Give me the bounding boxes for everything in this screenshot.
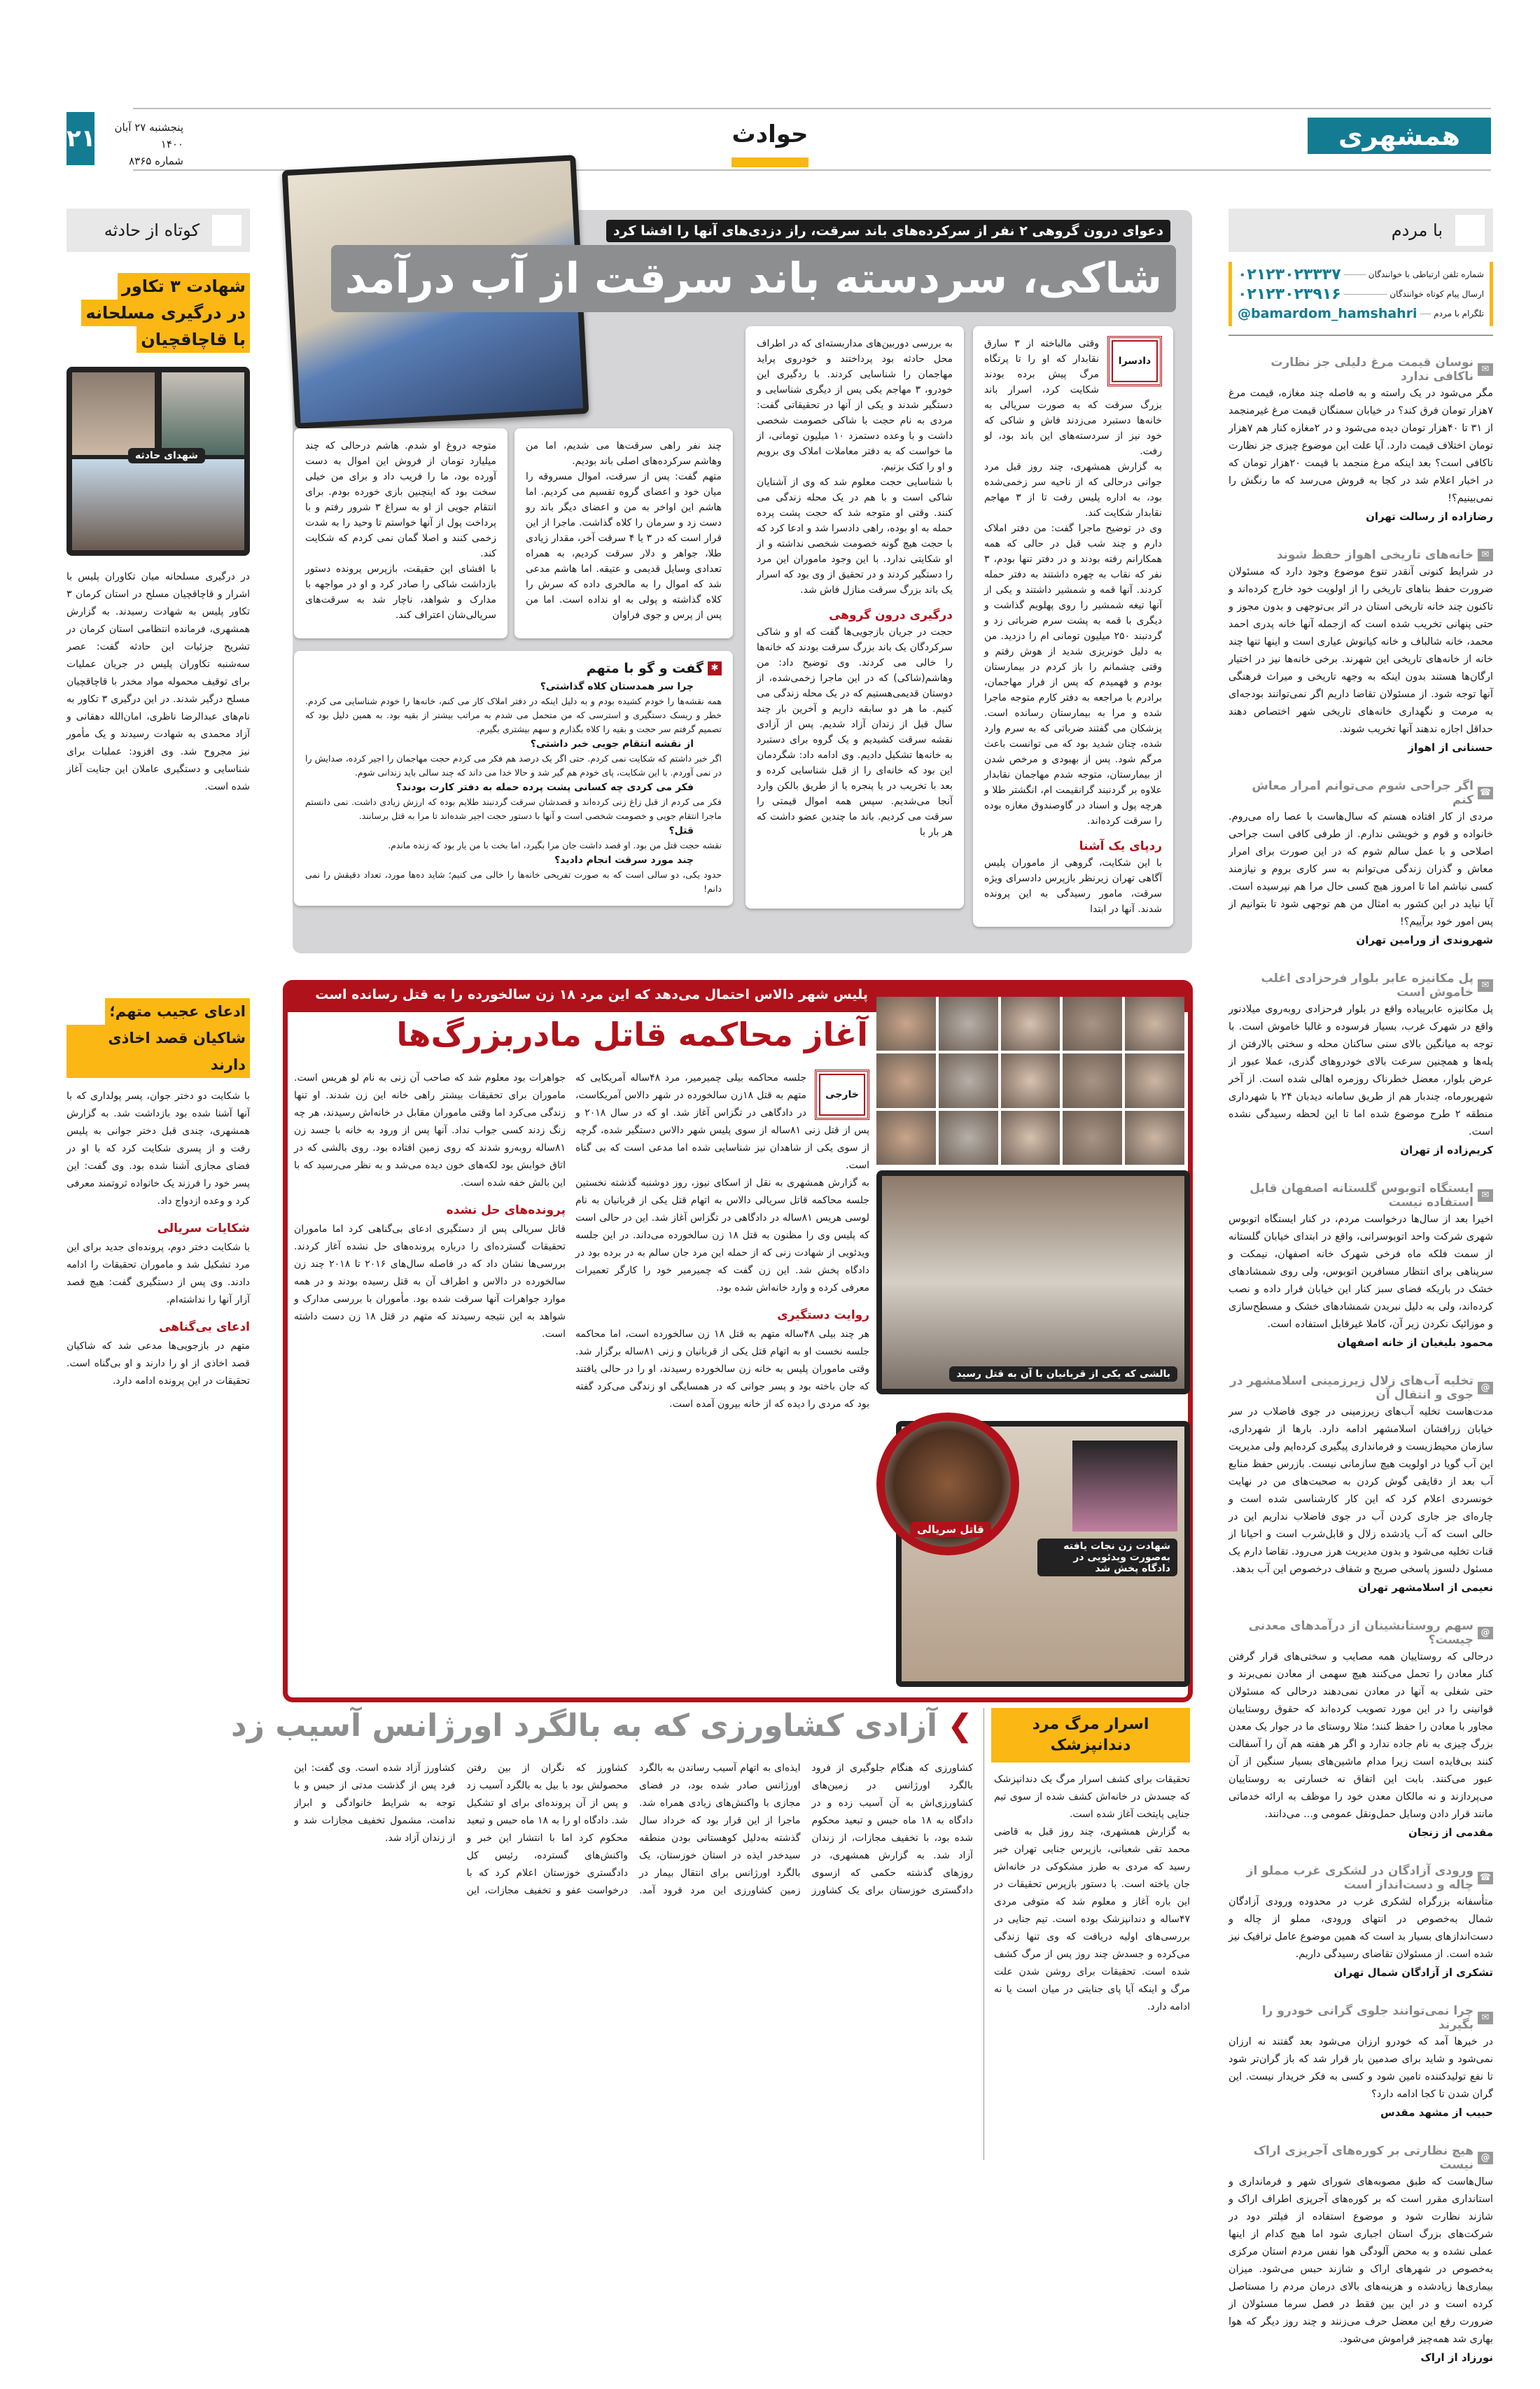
victim-portrait — [1125, 1111, 1184, 1165]
letter-title — [1228, 1374, 1493, 1402]
briefs-column-header — [66, 209, 250, 252]
interview-answer: نقشه حجت قتل من بود. او قصد داشت جان مرا بگیرد، اما بخت با من یار بود که زنده ماندم. — [388, 840, 722, 850]
letter-signature: نعیمی از اسلامشهر تهران — [1358, 1581, 1493, 1594]
letter-body: مدت‌هاست تخلیه آب‌های زیرزمینی در جوی فاضلاب در سر خیابان زرافشان اسلامشهر ادامه دارد. بارها از شهرداری، سازمان محیط‌زیست و فرمانداری پیگیری کرده‌ایم ولی مدیریت این آب گویا در اولویت هیچ سازمانی نیست. بازرس حفظ منابع آب بعد از دقایقی گوش کردن به صحبت‌های من در نهایت خونسردی اعلام کرد که این کار کارشناسی شده است و چاره‌ای جز جاری کردن آب در جوی فاضلاب نداریم این در حالی است که آب یادشده زلال و قابل‌شرب است و احیانا از قنات تخلیه می‌شود و بدون مدیریت هرز می‌رود. تقاضا دارم یک مسئول دلسوز پاسخی صریح و شفاف درخصوص این آب بدهد. — [1228, 1406, 1493, 1575]
letter-body: پل مکانیزه عابرپیاده واقع در بلوار فرحزادی روبه‌روی میلادنور واقع در شهرک غرب، بسیار فرسوده و غالبا خاموش است. با توجه به میانگین بالای سنی ساکنان محله و سختی بالارفتن از پله‌ها و همچنین سرعت بالای خودروهای گذری، عملا عبور از عرض بلوار، معضل خطرناک روزمره اهالی شده است. از آخر شهریورماه، چندبار هم از طریق سامانه دیدبان ۲۴ با شهرداری منطقه ۲ طرح موضوع شده اما تا این لحظه رسیدگی نشده است. — [1228, 1004, 1494, 1137]
dentist-headline: اسرار مرگ مرد دندانپزشک — [991, 1708, 1190, 1763]
headline-line: با قاچاقچیان — [136, 326, 250, 353]
martyrs-photo — [66, 367, 250, 556]
brief1-headline — [66, 273, 250, 353]
letter-title — [1228, 356, 1493, 384]
dallas-col2 — [294, 1070, 566, 1343]
phone-icon: ☎ — [1478, 787, 1493, 799]
interview-box — [294, 651, 733, 906]
letter-signature: تشکری از آزادگان شمال تهران — [1334, 1966, 1493, 1979]
asterisk-icon: ✱ — [708, 661, 722, 675]
portrait-photo — [72, 372, 155, 455]
newspaper-logo: همشهری — [1308, 118, 1491, 154]
section-title: حوادث — [732, 120, 808, 148]
brief2-body: با شکایت دو دختر جوان، پسر پولداری که با آنها آشنا شده بود بازداشت شد. به گزارش همشهری، چندی قبل دختر جوانی به پلیس رفت و از پسری شکایت کرد که با او در فضای مجازی آشنا شده بود. وی گفت: این پسر خود را فرزند یک خانواده ثروتمند معرفی کرد و وعده ازدواج داد. — [66, 1091, 250, 1207]
letter-body: در خبرها آمد که خودرو ارزان می‌شود بعد گفتند نه ارزان نمی‌شود و شاید برای صدمین بار قرار شد که باز گران‌تر شود تا نفع تولیدکننده تامین شود و کسی به فکر خریدار نیست. این گران شدن تا کجا ادامه دارد؟ — [1228, 2036, 1493, 2100]
contact-value[interactable]: ۰۲۱۲۳۰۲۳۹۱۶ — [1238, 285, 1341, 303]
at-sign-icon: @ — [1478, 1627, 1493, 1639]
letter-title-text: هیچ نظارتی بر کوره‌های آجرپزی اراک نیست — [1253, 2144, 1474, 2172]
victim-portrait — [1063, 1053, 1122, 1107]
reader-letter — [1228, 972, 1493, 1156]
letter-signature: شهروندی از ورامین تهران — [1356, 934, 1493, 946]
main-story-col1 — [973, 326, 1173, 927]
photo-caption: قاتل سریالی — [910, 1522, 991, 1537]
letter-body: مگر می‌شود در یک راسته و به فاصله چند مغازه، قیمت مرغ ۷هزار تومان فرق کند؟ در خیابان سمنگان قیمت مرغ غیرمنجمد از ۳۱ تا ۴۰هزار تومان دیده می‌شود و در ۲مغازه کنار هم ۷هزار تومان اختلاف قیمت دارد. آیا علت این موضوع چیزی جز نظارت ناکافی است؟ بعد اینکه مرغ منجمد با قیمت ۲۰هزار تومان که در اخبار اعلام شد در کجا به فروش می‌رسد که ما رنگش را نمی‌بینیم؟! — [1228, 388, 1494, 504]
photo-caption: شهادت زن نجات یافته به‌صورت ویدئویی در دادگاه پخش شد — [1037, 1539, 1177, 1576]
reader-letter — [1228, 356, 1493, 523]
header-square-icon — [212, 215, 241, 246]
article-text: چند نفر راهی سرقت‌ها می شدیم، اما من وهاشم سرکرده‌های اصلی باند بودیم. متهم گفت: پس از سرقت، اموال مسروقه را میان خود و اعضای گروه تقسیم می کردیم. اما هاشم این اواخر به من و اعضای دیگر باند رو دست زد و سرمان را کلاه گذاشت. ماجرا از این قرار است که در ۳ یا ۴ سرقت آخر، مقدار زیادی طلا، جواهر و دلار سرقت کردیم، به همراه تعدادی وسایل قدیمی و عتیقه. اما هاشم مدعی شد که اموال را به مالخری داده که سرش را کلاه گذاشته و پولی به او نداده است. اما من پس از پرس و جوی فراوان — [526, 440, 722, 621]
letter-body: سال‌هاست که طبق مصوبه‌های شورای شهر و فرمانداری و استانداری مقرر است که بر کوره‌های آجرپزی اطراف اراک و شازند نظارت شود و موضوع استفاده از فیلتر دود در شرکت‌های بزرگ استان اجباری شود اما هیچ کدام از اینها عملی نشده و به محض آلودگی هوا نفس مردم استان مرکزی به‌خصوص در شهرهای اراک و شازند حبس می‌شود. میزان بیماری‌ها زیادشده و هزینه‌های بالای درمان مردم را مستاصل کرده است و در این بین فقط در فصل سرما مسئولان از ضرورت رفع این معضل حرف می‌زنند و چند روز دیگر که هوا بهاری شد همه‌چیز فراموش می‌شود. — [1228, 2176, 1493, 2345]
interview-question: چند مورد سرقت انجام دادید؟ — [554, 855, 694, 866]
at-sign-icon: @ — [1478, 1382, 1493, 1394]
column-divider — [983, 1708, 984, 2160]
reader-letter — [1228, 1619, 1493, 1839]
interview-question: فکر می کردی چه کسانی پشت پرده حمله به دفتر کارت بودند؟ — [396, 782, 694, 793]
contact-value[interactable]: @bamardom_hamshahri — [1238, 306, 1418, 321]
letter-title — [1228, 1182, 1493, 1210]
contact-label: ارسال پیام کوتاه خوانندگان — [1390, 289, 1484, 299]
dotted-leader — [1344, 294, 1387, 295]
victim-portrait — [876, 1111, 936, 1165]
dentist-body: تحقیقات برای کشف اسرار مرگ یک دندانپزشک که جسدش در خانه‌اش کشف شده از سوی تیم جنایی پایتخت آغاز شده است. به گزارش همشهری، چند روز قبل به قاضی محمد تقی شعبانی، بازپرس جنایی تهران خبر رسید که مردی به طرز مشکوکی در خانه‌اش جان باخته است. با دستور بازپرس تحقیقات در این باره آغاز و معلوم شد که متوفی مردی ۴۷ساله و دندانپزشک بوده است. تیم جنایی در بررسی‌های اولیه دریافت که وی تنها زندگی می‌کرده و جسدش چند روز پس از مرگ کشف شده است. تحقیقات برای روشن شدن علت مرگ و اینکه آیا پای جنایتی در میان است یا نه ادامه دارد. — [994, 1774, 1190, 2012]
people-column-title: با مردم — [1391, 220, 1443, 240]
contact-sms — [1238, 284, 1484, 304]
envelope-icon: ✉ — [1478, 979, 1493, 992]
divider — [1228, 335, 1493, 336]
issue-number: شماره ۸۳۶۵ — [129, 155, 183, 167]
brief1-body: در درگیری مسلحانه میان تکاوران پلیس با اشرار و قاچاقچیان مسلح در استان کرمان ۳ تکاور پلیس به شهادت رسیدند. به گزارش همشهری، فرمانده انتظامی استان کرمان در تشریح جزئیات این حادثه گفت: عصر سه‌شنبه تکاوران پلیس در جریان عملیات برای توقیف محموله مواد مخدر با قاچاقچیان مسلح درگیر شدند. در این درگیری ۳ تکاور به نام‌های عبدالرضا ناظری، امان‌الله دهقانی و آزاد محمدی به شهادت رسیدند و یک مأمور نیز مجروح شد. وی افزود: عملیات برای شناسایی و دستگیری عاملان این جنایت آغاز شده است. — [66, 571, 250, 792]
article-subhead: درگیری درون گروهی — [829, 608, 953, 622]
victim-portrait — [1125, 1053, 1184, 1107]
article-subhead: پرونده‌های حل نشده — [446, 1203, 566, 1217]
letter-signature: کریم‌زاده از تهران — [1400, 1144, 1493, 1156]
photo-caption: شهدای حادثه — [128, 448, 205, 463]
article-subhead: ردپای یک آشنا — [1079, 839, 1162, 853]
contact-phone — [1238, 265, 1484, 284]
video-screen — [1072, 1441, 1177, 1532]
dotted-leader — [1344, 274, 1366, 275]
letter-title-text: تخلیه آب‌های زلال زیرزمینی اسلامشهر در جوی و انتقال آن — [1230, 1374, 1474, 1402]
letter-body: متأسفانه بزرگراه لشکری غرب در محدوده ورودی آزادگان شمال به‌خصوص در انتهای ورودی، مملو از چاله و دست‌اندازهای بسیار بد است که همین موضوع عامل ترافیک نیز شده است. از مسئولان تقاضای رسیدگی داریم. — [1228, 1896, 1493, 1960]
reader-letter — [1228, 1182, 1493, 1349]
victim-portrait — [876, 1053, 936, 1107]
brief2-headline — [66, 998, 250, 1078]
letter-title-text: اگر جراحی شوم می‌توانم امرار معاش کنم — [1252, 779, 1474, 807]
headline-line: شهادت ۳ تکاور — [118, 273, 250, 300]
victim-portrait — [1063, 1111, 1122, 1165]
letter-title-text: ایستگاه اتوبوس گلستانه اصفهان قابل استفاده نیست — [1250, 1182, 1474, 1210]
article-text: هر چند بیلی ۴۸ساله متهم به قتل ۱۸ زن سالخورده است، اما محاکمه جلسه نخست او به اتهام قتل یکی از قربانیان و زنی ۸۱ساله برگزار شد. وقتی ماموران پلیس به خانه زن سالخورده رسیدند، او را در حالی یافتند که جان باخته بود و پسر جوانی که در همسایگی او زندگی می‌کرد گفته بود که مردی را دیده که از خانه بیرون آمده است. — [575, 1329, 870, 1410]
brief2-subhead: شکایات سریالی — [157, 1221, 250, 1235]
article-text: متوجه دروغ او شدم. هاشم درحالی که چند میلیارد تومان از فروش این اموال به دست آورده بود، ما را فریب داد و برای من خیلی سخت بود که اینچنین بازی خورده بودم. برای انتقام جویی از او به سراغ ۳ شرور رفتم و با پرداخت پول از آنها خواستم تا وحید را به شدت زخمی کنند و اصلا گمان نمی کردم که شکایت کند. با افشای این حقیقت، بازپرس پرونده دستور بازداشت شاکی را صادر کرد و او در مواجهه با مدارک و شواهد، ناچار شد به سرقت‌های سریالی‌شان اعتراف کند. — [305, 440, 496, 621]
letter-title-text: چرا نمی‌توانند جلوی گرانی خودرو را بگیرند — [1261, 2004, 1474, 2032]
victim-portrait — [1063, 997, 1122, 1051]
brief2-subhead: ادعای بی‌گناهی — [159, 1320, 250, 1334]
victim-portrait — [939, 997, 998, 1051]
portrait-photo — [162, 372, 244, 455]
issue-info — [99, 119, 183, 169]
farmer-headline-row — [231, 1708, 973, 1744]
article-text: جلسه محاکمه بیلی چمیرمیر، مرد ۴۸ساله آمریکایی که متهم به قتل ۱۸زن سالخورده در شهر دالاس آمریکاست، در دادگاهی در تگزاس آغاز شد. او که در سال ۲۰۱۸ و پس از قتل زنی ۸۱ساله از سوی پلیس شهر دالاس دستگیر شده، گرچه از سوی یکی از شاهدان نیز شناسایی شده اما مدعی است که بی گناه است. به گزارش همشهری به نقل از اسکای نیوز، روز دوشنبه گذشته نخستین جلسه محاکمه قاتل سریالی دالاس به اتهام قتل یکی از قربانیان به نام لوسی هریس ۸۱ساله در دادگاهی در تگزاس آغاز شد. این در حالی است که پلیس وی را مظنون به قتل ۱۸ زن سالخورده می‌داند. در این جلسه ویدئویی از شهادت زنی که از حمله این مرد جان سالم به در برده بود در دادگاه پخش شد. این زن گفت که چمیرمیر خود را کارگر تعمیرات معرفی کرده و وارد خانه‌اش شده بود. — [575, 1072, 869, 1294]
headline-line: در درگیری مسلحانه — [81, 300, 250, 326]
briefs-column-title: کوتاه از حادثه — [104, 220, 200, 240]
victims-photo-grid — [876, 997, 1184, 1165]
header-square-icon — [1455, 215, 1485, 246]
headline-line: شاکیان قصد اخاذی دارند — [66, 1025, 250, 1078]
contact-label: شماره تلفن ارتباطی با خوانندگان — [1368, 269, 1484, 279]
reader-letter — [1228, 1864, 1493, 1979]
reader-letter — [1228, 779, 1493, 946]
letter-signature: نورزاد از اراک — [1420, 2351, 1493, 2364]
victim-portrait — [939, 1111, 998, 1165]
victim-portrait — [1001, 1053, 1060, 1107]
envelope-icon: ✉ — [1478, 2012, 1493, 2024]
letter-title — [1228, 1864, 1493, 1892]
article-text: وقتی مالباخته از ۳ سارق نقابدار که او را تا پرتگاه مرگ پیش برده بودند شکایت کرد، اسرار باند بزرگ سرقت که به صورت سریالی به خانه‌ها دستبرد می‌زدند فاش و شاکی که خود نیز از سردسته‌های این باند بود، لو رفت. به گزارش همشهری، چند روز قبل مرد جوانی درحالی که از ناحیه سر زخمی‌شده بود، به اداره پلیس رفت تا از ۳ مهاجم نقابدار شکایت کند. وی در توضیح ماجرا گفت: من دفتر املاک دارم و چند شب قبل در حالی که همه همکارانم رفته بودند و در دفتر تنها بودم، ۳ نفر که نقاب به چهره داشتند به دفتر حمله کردند. آنها قمه و شمشیر داشتند و یکی از آنها تیغه شمشیر را روی پهلویم گذاشت و دیگری با قمه به پشت سرم ضرباتی زد و گردنبند ۲۵۰ میلیون تومانی ام را دزدید. من به دلیل خونریزی شدید از هوش رفتم و وقتی چشمانم را باز کردم در بیمارستان بودم و فهمیدم که پس از فرار مهاجمان، برادرم با مراجعه به دفتر کارم متوجه ماجرا شده و مرا به بیمارستان رسانده است. پزشکان می گفتند ضرباتی که به سرم وارد شده، چنان شدید بود که می توانست باعث مرگم شود. پس از بهبودی و مرخص شدن از بیمارستان، متوجه شدم مهاجمان نقابدار علاوه بر گردنبند گرانقیمت ام، انگشتر طلا و هرچه پول و اسناد در گاوصندوق مغازه بوده را سرقت کرده‌اند. — [984, 338, 1163, 827]
header-top-rule — [133, 108, 1491, 109]
letter-signature: رضازاده از رسالت تهران — [1366, 510, 1493, 523]
brief2-body: با شکایت دختر دوم، پرونده‌ای جدید برای این مرد تشکیل شد و ماموران تحقیقات را ادامه دادند. وی پس از دستگیری گفت: هیچ قصد آزار آنها را نداشته‌ام. — [66, 1242, 250, 1305]
farmer-headline: آزادی کشاورزی که به بالگرد اورژانس آسیب زد — [231, 1708, 938, 1744]
interview-question: قتل؟ — [668, 825, 694, 836]
letter-signature: مقدمی از زنجان — [1408, 1826, 1493, 1839]
reader-letter — [1228, 548, 1493, 754]
interview-answer: اگر خبر داشتم که شکایت نمی کردم. حتی اگر یک درصد هم فکر می کردم حجت مهاجمان را اجیر کرده، صدایش را در نمی آوردم. با این شکایت، پای خودم هم گیر شد و حالا خدا می داند که چند سالی باید زندانی شوم. — [305, 753, 722, 778]
interview-heading: گفت و گو با متهم — [586, 661, 704, 676]
main-story-col3 — [514, 428, 733, 638]
main-story-col4 — [294, 428, 507, 638]
qa-items — [305, 679, 722, 896]
briefs-column — [66, 209, 250, 1390]
phone-icon: ☎ — [1478, 1872, 1493, 1884]
people-column-header — [1228, 209, 1493, 252]
letter-title-text: ورودی آزادگان در لشکری غرب مملو از چاله و دست‌انداز است — [1246, 1864, 1474, 1892]
farmer-body: کشاورزی که هنگام جلوگیری از فرود بالگرد اورژانس در زمین‌های کشاورزی‌اش به آن آسیب زده و در دادگاه به ۱۸ ماه حبس و تبعید محکوم شده بود، با تخفیف مجازات، از زندان آزاد شد. به گزارش همشهری، در روزهای گذشته حکمی که ازسوی دادگستری خوزستان برای یک کشاورز ایذه‌ای به اتهام آسیب رساندن به بالگرد اورژانس صادر شده بود، در فضای مجازی با واکنش‌های زیادی همراه شد. ماجرا از این قرار بود که خرداد سال گذشته به‌دلیل کوهستانی بودن منطقه سیدخدر ایذه در استان خوزستان، یک بالگرد اورژانس برای انتقال بیمار در زمین کشاورزی این مرد فرود آمد. کشاورز که نگران از بین رفتن محصولش بود با بیل به بالگرد آسیب زد و پس از آن پرونده‌ای برای او تشکیل شد. دادگاه او را به ۱۸ ماه حبس و تبعید محکوم کرد اما با انتشار این خبر و واکنش‌های گسترده، رئیس کل دادگستری خوزستان اعلام کرد که با درخواست عفو و تخفیف مجازات، این کشاورز آزاد شده است. وی گفت: این فرد پس از گذشت مدتی از حبس و با توجه به شرایط خانوادگی و ابراز ندامت، مشمول تخفیف مجازات شد و از زندان آزاد شد. — [294, 1763, 973, 1896]
article-subhead: روایت دستگیری — [777, 1308, 869, 1322]
headline-line: ادعای عجیب متهم؛ — [105, 998, 250, 1025]
interview-title — [305, 661, 722, 676]
letter-title-text: خانه‌های تاریخی اهواز حفظ شوند — [1276, 548, 1474, 562]
letter-title — [1228, 548, 1493, 562]
main-story-col2 — [746, 326, 964, 909]
interview-question: چرا سر همدستان کلاه گذاشتی؟ — [540, 681, 694, 692]
envelope-icon: ✉ — [1478, 549, 1493, 561]
envelope-icon: ✉ — [1478, 363, 1493, 376]
letter-title — [1228, 2144, 1493, 2172]
dallas-col1 — [575, 1070, 869, 1413]
reader-letter — [1228, 1374, 1493, 1594]
people-column — [1228, 209, 1493, 2389]
letter-title — [1228, 2004, 1493, 2032]
contact-label: تلگرام با مردم — [1434, 309, 1484, 318]
victim-portrait — [1125, 997, 1184, 1051]
envelope-icon: ✉ — [1478, 1189, 1493, 1202]
letter-title-text: پل مکانیزه عابر بلوار فرحزادی اغلب خاموش است — [1261, 972, 1474, 1000]
victim-portrait — [1001, 1111, 1060, 1165]
interview-answer: حدود یکی، دو سالی است که به صورت تفریحی خانه‌ها را خالی می کنیم؛ شاید ده‌ها مورد، تعداد دقیقش را نمی دانم! — [305, 869, 722, 894]
letter-signature: محمود بلیغیان از خانه اصفهان — [1337, 1336, 1493, 1349]
issue-date: پنجشنبه ۲۷ آبان ۱۴۰۰ — [114, 121, 183, 150]
reader-letter — [1228, 2144, 1493, 2364]
dallas-kicker: پلیس شهر دالاس احتمال می‌دهد که این مرد ۱۸ زن سالخورده را به قتل رسانده است — [315, 987, 868, 1002]
letter-title-text: نوسان قیمت مرغ دلیلی جز نظارت ناکافی ندارد — [1270, 356, 1474, 384]
letter-title-text: سهم روستانشینان از درآمدهای معدنی چیست؟ — [1248, 1619, 1474, 1647]
article-text: به بررسی دوربین‌های مداربسته‌ای که در اطراف محل حادثه بود پرداختند و خودروی پراید مهاجمان را شناسایی کردند. با ردگیری این خودرو، ۳ مهاجم یکی پس از دیگری شناسایی و دستگیر شدند و یکی از آنها در تحقیقاتی گفت: مردی به نام حجت با شاکی خصومت شخصی داشت و با وعده دستمزد ۱۰ میلیون تومانی، از ما خواست که به دفتر معاملات املاک وی برویم و او را کتک بزنیم. با شناسایی حجت معلوم شد که وی از آشنایان شاکی است و با هم در یک محله زندگی می کنند. وقتی او متوجه شد که حجت پشت پرده حمله به او بوده، راهی دادسرا شد و ادعا کرد که با حجت هیچ گونه خصومت شخصی نداشته و از او شکایتی ندارد. با این وجود ماموران این مرد را دستگیر کردند و در تحقیق از وی بود که اسرار یک باند بزرگ سرقت منازل فاش شد. — [757, 338, 953, 596]
article-text: قاتل سریالی پس از دستگیری ادعای بی‌گناهی کرد اما ماموران تحقیقات گسترده‌ای را درباره پرونده‌های حل نشده آغاز کردند. بررسی‌ها نشان داد که در فاصله سال‌های ۲۰۱۶ تا ۲۰۱۸ چند زن سالخورده در دالاس و اطراف آن به قتل رسیده بودند و در همه موارد جواهرات آنها سرقت شده بود. مأموران با بررسی مدارک و شواهد به این نتیجه رسیدند که متهم در قتل ۱۸ زن دست داشته است. — [294, 1224, 566, 1340]
letter-body: در شرایط کنونی آنقدر تنوع موضوع وجود دارد که مسئولان ضرورت حفظ بناهای تاریخی را از اولویت خود خارج کرده‌اند و تاکنون چند خانه تاریخی استان در اثر بی‌توجهی و بدون مجوز و حتی پنهانی تخریب شده است که ازجمله آنها خانه پدری احمد محمد، خانه شالباف و خانه کیانوش عیاری است و اینها تنها چند خانه از خانه‌های تاریخی این شهرند. برخی خانه‌ها نیز در اختیار ارگان‌ها هستند بدون اینکه به وجهه تاریخی و میراث فرهنگی آنها توجه شود. از مسئولان تقاضا داریم اگر نمی‌توانند بودجه‌ای به مرمت و نگهداری خانه‌های تاریخی شهر اختصاص دهند حداقل اجازه ندهند آنها تخریب شوند. — [1228, 566, 1493, 735]
page-number: ۲۱ — [66, 112, 94, 165]
section-accent-bar — [732, 157, 808, 167]
letter-body: مردی از کار افتاده هستم که سال‌هاست با عصا راه می‌روم. خانواده و قوم و خویشی ندارم. از طرفی کافی است جراحی اصلاحی و با عمل سالم شوم که در این صورت برای امرار معاش و گذران زندگی می‌توانم به سر کاری بروم و نیازمند کسی نباشم اما تا امروز هیچ کسی حال مرا هم نپرسیده است. آیا نباید در این کشور به امثال من هم توجهی شود تا بتوانیم از پس امور خود برآییم؟! — [1228, 811, 1493, 927]
brief2-body: متهم در بازجویی‌ها مدعی شد که شاکیان قصد اخاذی از او را دارند و او بی‌گناه است. تحقیقات در این پرونده ادامه دارد. — [66, 1340, 250, 1387]
letter-body: اخیرا بعد از سال‌ها درخواست مردم، در کنار ایستگاه اتوبوس شهری شرکت واحد اتوبوسرانی، واقع در ابتدای خیابان گلستانه از سمت فلکه ماه فرخی شهرک خانه اصفهان، نیمکت و سرپناهی برای انتظار مسافرین اتوبوس، ولی روی شمشادهای خشک در باریکه فضای سبز کنار این خیابان قرار داده و نصب کرده‌اند، ولی به دلیل نبریدن شمشادهای خشک و مسطح‌سازی و موزائیک نکردن زیر آن، کاملا غیرقابل استفاده است. — [1228, 1214, 1493, 1330]
letter-signature: حسنانی از اهواز — [1408, 741, 1493, 754]
victim-portrait — [939, 1053, 998, 1107]
section-tag: خارجی — [815, 1070, 869, 1120]
main-story-headline: شاکی، سردسته باند سرقت از آب درآمد — [331, 245, 1176, 312]
article-text: جواهرات بود معلوم شد که صاحب آن زنی به نام لو هریس است. ماموران برای تحقیقات بیشتر راهی خانه این زن شدند. او تنها زندگی می‌کرد اما وقتی ماموران مقابل در خانه‌اش رسیدند، هر چه زنگ زدند کسی جواب نداد. آنها پس از ورود به خانه با جسد زن ۸۱ساله روبه‌رو شدند که روی زمین افتاده بود. روی بالشی که در اتاق خوابش بود لکه‌های خون دیده می‌شد و به نظر می‌رسید که با این بالش خفه شده است. — [294, 1072, 566, 1189]
victim-portrait — [1001, 997, 1060, 1051]
dallas-headline: آغاز محاکمه قاتل مادربزرگ‌ها — [396, 1016, 868, 1053]
contact-telegram — [1238, 304, 1484, 323]
letter-title — [1228, 1619, 1493, 1647]
interview-question: از نقشه انتقام جویی خبر داشتی؟ — [530, 738, 694, 750]
letter-body: درحالی که روستاییان همه مصایب و سختی‌های قرار گرفتن کنار معادن را تحمل می‌کنند هیچ سهمی از معادن نمی‌برند و حتی شغلی به آنها در معادن نمی‌دهند درحالی که مسئولان قوانینی را در این مورد تصویب کرده‌اند که حقوق روستاییان مجاور با معادن را حفظ کنند؛ مثلا روستای ما در جوار یک معدن بزرگ چیزی به نام جاده ندارد و اگر هر هفته هم آن را آسفالت کنند بی‌فایده است زیرا مدام ماشین‌های بسیار سنگین از آن عبور می‌کنند. بابت این اتفاق نه خسارتی به روستاییان می‌پردازند و نه مالکان معدن خود را موظف به ارائه خدماتی مانند قرار دادن وسایل حمل‌ونقل عمومی و... می‌دانند. — [1228, 1651, 1493, 1820]
main-story-kicker: دعوای درون گروهی ۲ نفر از سرکرده‌های باند سرقت، راز دزدی‌های آنها را افشا کرد — [606, 220, 1170, 242]
interview-answer: فکر می کردم از قبل زاغ زنی کرده‌اند و قصدشان سرقت گردنبند طلایم بوده که ارزش زیادی داشت. نمی دانستم ماجرا انتقام جویی و خصومت شخصی است و آنها با دستور حجت اجیر شده‌اند تا مرا به قتل برسانند. — [305, 797, 722, 821]
article-text: با این شکایت، گروهی از ماموران پلیس آگاهی تهران زیرنظر بازپرس دادسرای ویژه سرقت، مامور رسیدگی به این پرونده شدند. آنها در ابتدا — [984, 857, 1162, 915]
contact-value[interactable]: ۰۲۱۲۳۰۲۳۳۳۷ — [1238, 265, 1341, 283]
reader-letter — [1228, 2004, 1493, 2119]
section-tag: دادسرا — [1107, 336, 1162, 386]
letter-signature: حبیب از مشهد مقدس — [1380, 2106, 1493, 2119]
double-chevron-icon: ❯ — [947, 1708, 973, 1744]
contact-box — [1228, 262, 1493, 326]
article-text: حجت در جریان بازجویی‌ها گفت که او و شاکی سرکردگان یک باند بزرگ سرقت بودند که خانه‌ها را خالی می کردند. وی توضیح داد: من وهاشم(شاکی) که در این ماجرا زخمی‌شده، از دوستان قدیمی‌هستیم که در یک محله زندگی می کنیم. ما هر دو سابقه داریم و آخرین بار چند سال قبل از زندان آزاد شدیم. پس از آزادی نقشه سرقت کشیدیم و یک گروه برای دستبرد به خانه‌ها تشکیل دادیم. وی ادامه داد: شگردمان این بود که خانه‌ای را از قبل شناسایی کرده و بعد با تخریب در یا پنجره یا از طریق بالکن وارد آنجا می‌شدیم. سپس همه اموال قیمتی را سرقت می کردیم. باند ما چندین عضو داشت که هر بار با — [757, 626, 953, 838]
letter-title — [1228, 779, 1493, 807]
at-sign-icon: @ — [1478, 2152, 1493, 2164]
soldier-photo — [72, 459, 244, 550]
interview-answer: همه نقشه‌ها را خودم کشیده بودم و به دلیل اینکه در دفتر املاک کار می کنم، خانه‌ها را خودم شناسایی می کردم. خطر و ریسک دستگیری و استرسی که من متحمل می شدم به مراتب بیشتر از بقیه بود. به همین دلیل بود که تصمیم گرفتم سر حجت و بقیه را کلاه بگذارم و سهم بیشتری بگیرم. — [305, 696, 722, 734]
letter-title — [1228, 972, 1493, 1000]
courtroom-pillow-photo — [876, 1170, 1190, 1394]
people-items — [1228, 356, 1493, 2364]
photo-caption: بالشی که یکی از قربانیان با آن به قتل رسید — [949, 1366, 1177, 1382]
victim-portrait — [876, 997, 936, 1051]
